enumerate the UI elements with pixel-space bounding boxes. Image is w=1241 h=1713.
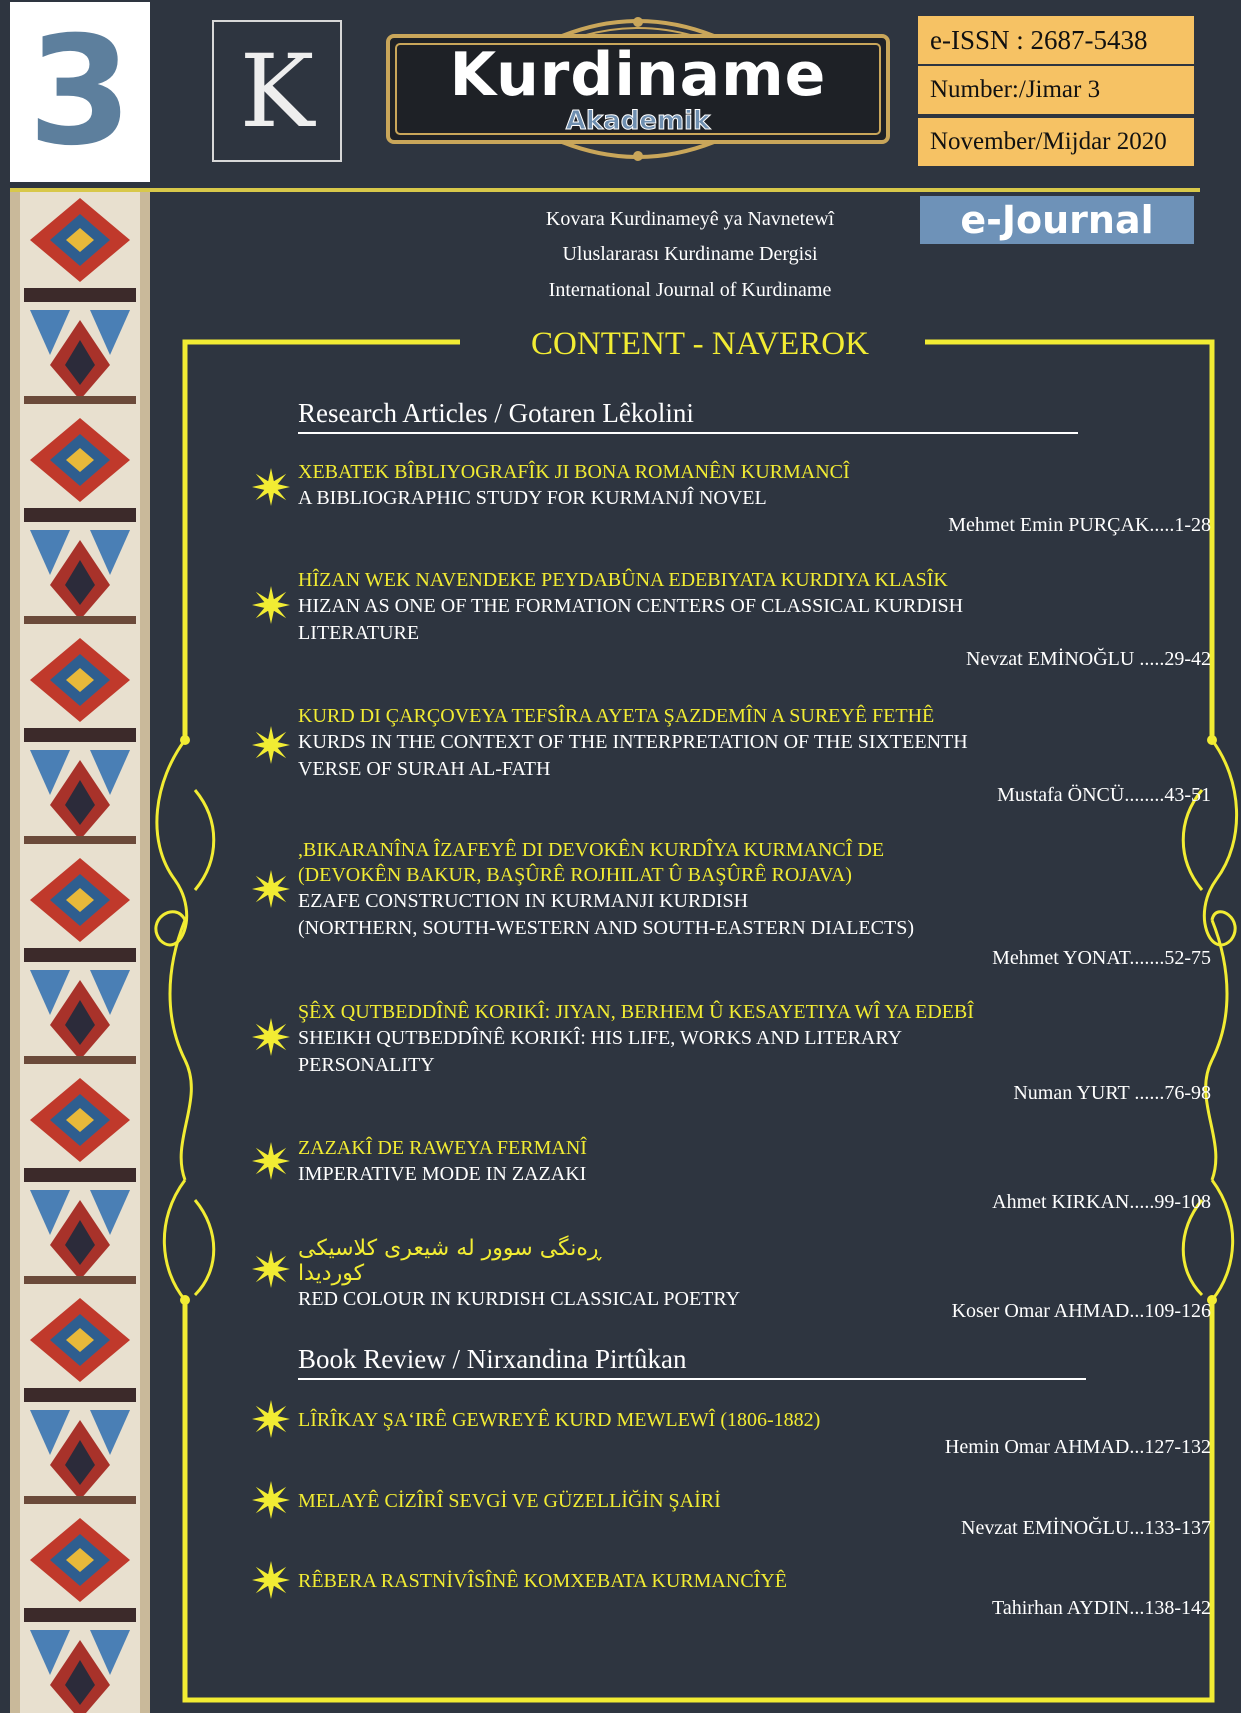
review-author-pages: Hemin Omar AHMAD...127-132 bbox=[944, 1436, 1211, 1458]
article-item[interactable] bbox=[298, 460, 1178, 512]
review-item[interactable] bbox=[298, 1569, 1178, 1594]
journal-name-kurdish: Kovara Kurdinameyê ya Navnetewî bbox=[545, 208, 835, 230]
article-title-kurdish: XEBATEK BÎBLIYOGRAFÎK JI BONA ROMANÊN KURMANCÎ bbox=[298, 461, 850, 483]
article-title-english: A BIBLIOGRAPHIC STUDY FOR KURMANJÎ NOVEL bbox=[298, 487, 767, 509]
article-item[interactable] bbox=[298, 838, 1178, 942]
star-bullet-icon bbox=[252, 586, 290, 624]
article-title-kurdish: KURD DI ÇARÇOVEYA TEFSÎRA AYETA ŞAZDEMÎN A SUREYÊ FETHÊ bbox=[298, 705, 935, 727]
article-item[interactable] bbox=[298, 568, 1178, 647]
article-title-english: SHEIKH QUTBEDDÎNÊ KORIKÎ: HIS LIFE, WORKS AND LITERARY bbox=[298, 1027, 903, 1049]
star-bullet-icon bbox=[252, 1481, 290, 1519]
issue-date-box: November/Mijdar 2020 bbox=[918, 118, 1194, 166]
article-title-english: LITERATURE bbox=[298, 622, 420, 644]
review-title: LÎRÎKAY ŞA‘IRÊ GEWREYÊ KURD MEWLEWÎ (1806-1882) bbox=[298, 1409, 821, 1431]
article-author-pages: Koser Omar AHMAD...109-126 bbox=[951, 1300, 1211, 1322]
article-title-kurdish: ŞÊX QUTBEDDÎNÊ KORIKÎ: JIYAN, BERHEM Û KESAYETIYA WÎ YA EDEBÎ bbox=[298, 1001, 974, 1023]
journal-subtitle: Akademik bbox=[565, 106, 711, 136]
article-author-pages: Nevzat EMİNOĞLU .....29-42 bbox=[966, 648, 1211, 670]
book-review-heading: Book Review / Nirxandina Pirtûkan bbox=[298, 1344, 1086, 1380]
star-bullet-icon bbox=[252, 1400, 290, 1438]
star-bullet-icon bbox=[252, 726, 290, 764]
ejournal-badge: e-Journal bbox=[920, 196, 1194, 244]
issue-number: 3 bbox=[27, 5, 133, 179]
review-author-pages: Tahirhan AYDIN...138-142 bbox=[992, 1597, 1211, 1619]
issn-box: e-ISSN : 2687-5438 bbox=[918, 16, 1194, 64]
star-bullet-icon bbox=[252, 1142, 290, 1180]
star-bullet-icon bbox=[252, 1561, 290, 1599]
review-title: RÊBERA RASTNİVÎSÎNÊ KOMXEBATA KURMANCÎYÊ bbox=[298, 1570, 787, 1592]
article-title-english: EZAFE CONSTRUCTION IN KURMANJI KURDISH bbox=[298, 890, 749, 912]
article-item[interactable] bbox=[298, 1136, 1178, 1188]
article-author-pages: Mustafa ÖNCÜ........43-51 bbox=[997, 784, 1211, 806]
article-author-pages: Ahmet KIRKAN.....99-108 bbox=[992, 1191, 1211, 1213]
review-item[interactable] bbox=[298, 1489, 1178, 1514]
article-author-pages: Numan YURT ......76-98 bbox=[1013, 1082, 1211, 1104]
review-author-pages: Nevzat EMİNOĞLU...133-137 bbox=[961, 1517, 1211, 1539]
journal-title: Kurdiname bbox=[449, 40, 827, 110]
k-logo: K bbox=[239, 32, 315, 150]
header-divider bbox=[10, 188, 1200, 192]
article-title-kurdish: HÎZAN WEK NAVENDEKE PEYDABÛNA EDEBIYATA KURDIYA KLASÎK bbox=[298, 569, 948, 591]
article-title-english: KURDS IN THE CONTEXT OF THE INTERPRETATION OF THE SIXTEENTH bbox=[298, 731, 968, 753]
article-title-english: IMPERATIVE MODE IN ZAZAKI bbox=[298, 1163, 587, 1185]
issue-number-box-text: Number:/Jimar 3 bbox=[918, 66, 1194, 114]
article-title-english: RED COLOUR IN KURDISH CLASSICAL POETRY bbox=[298, 1288, 741, 1310]
content-title: CONTENT - NAVEROK bbox=[531, 326, 869, 362]
article-title-kurdish: (DEVOKÊN BAKUR, BAŞÛRÊ ROJHILAT Û BAŞÛRÊ ROJAVA) bbox=[298, 864, 852, 886]
star-bullet-icon bbox=[252, 468, 290, 506]
journal-name-turkish: Uluslararası Kurdiname Dergisi bbox=[562, 243, 818, 265]
article-title-sorani: ڕەنگی سوور لە شیعری کلاسیکی کوردیدا bbox=[298, 1236, 602, 1286]
article-item[interactable] bbox=[298, 1000, 1178, 1079]
article-title-english: (NORTHERN, SOUTH-WESTERN AND SOUTH-EASTERN DIALECTS) bbox=[298, 917, 914, 939]
review-title: MELAYÊ CİZÎRÎ SEVGİ VE GÜZELLİĞİN ŞAİRİ bbox=[298, 1490, 721, 1512]
article-title-english: VERSE OF SURAH AL-FATH bbox=[298, 758, 551, 780]
research-articles-heading: Research Articles / Gotaren Lêkolini bbox=[298, 398, 1078, 434]
star-bullet-icon bbox=[252, 1250, 290, 1288]
article-author-pages: Mehmet Emin PURÇAK.....1-28 bbox=[948, 514, 1211, 536]
article-item[interactable] bbox=[298, 704, 1178, 783]
kilim-carpet-border bbox=[10, 190, 150, 1713]
article-author-pages: Mehmet YONAT.......52-75 bbox=[992, 947, 1211, 969]
article-title-english: HIZAN AS ONE OF THE FORMATION CENTERS OF CLASSICAL KURDISH bbox=[298, 595, 964, 617]
star-bullet-icon bbox=[252, 1018, 290, 1056]
review-item[interactable] bbox=[298, 1408, 1178, 1433]
journal-name-english: International Journal of Kurdiname bbox=[548, 279, 832, 301]
article-title-kurdish: ZAZAKÎ DE RAWEYA FERMANÎ bbox=[298, 1137, 587, 1159]
article-title-english: PERSONALITY bbox=[298, 1054, 435, 1076]
article-title-kurdish: ,BIKARANÎNA ÎZAFEYÊ DI DEVOKÊN KURDÎYA KURMANCÎ DE bbox=[298, 839, 885, 861]
star-bullet-icon bbox=[252, 870, 290, 908]
